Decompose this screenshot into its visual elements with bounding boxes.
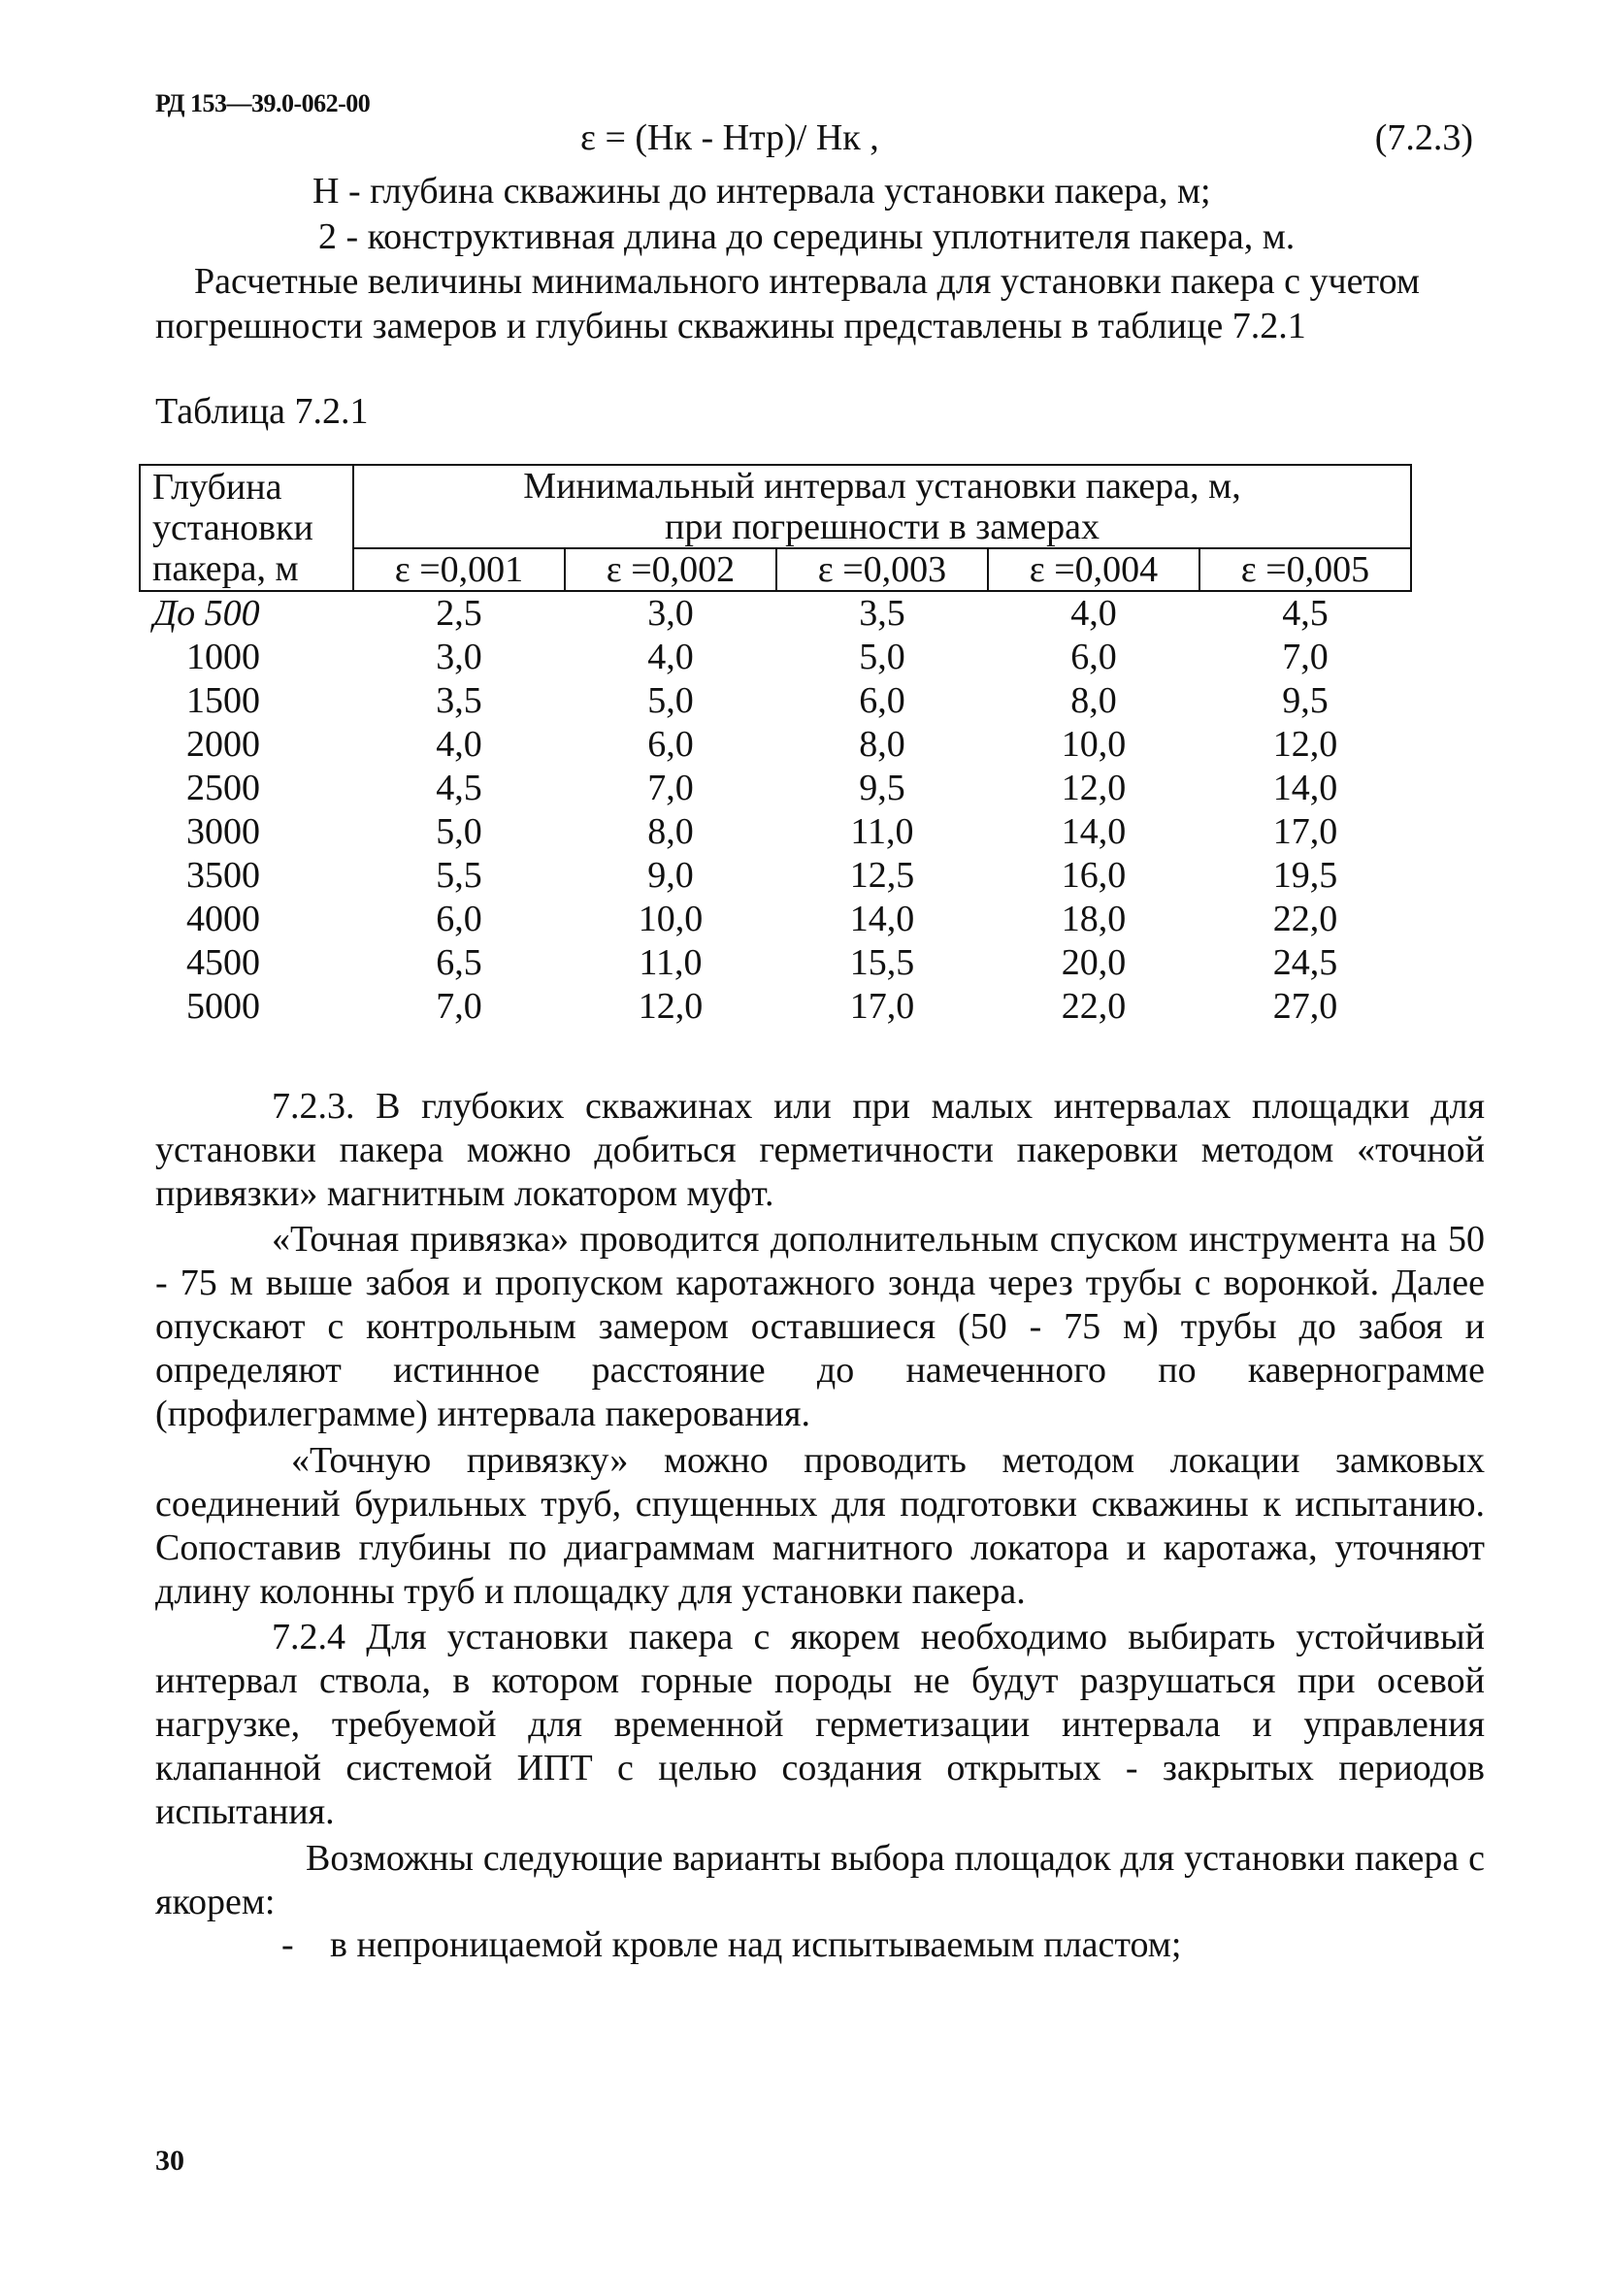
value-cell: 4,0: [436, 724, 482, 765]
eps-header: ε =0,005: [1199, 548, 1411, 591]
value-cell: 20,0: [1061, 942, 1127, 983]
depth-cell: 3000: [186, 811, 260, 852]
value-cell: 6,0: [436, 899, 482, 939]
value-cell: 18,0: [1061, 899, 1127, 939]
bullet-marker: -: [281, 1924, 294, 1965]
value-cell: 15,5: [849, 942, 915, 983]
value-cell: 22,0: [1061, 986, 1127, 1027]
formula: ε = (Hк - Hтр)/ Hк ,: [580, 117, 879, 158]
eps-header: ε =0,003: [776, 548, 988, 591]
document-code: РД 153—39.0-062-00: [155, 89, 371, 117]
value-cell: 2,5: [436, 593, 482, 634]
value-cell: 19,5: [1272, 855, 1338, 896]
intro-line: Расчетные величины минимального интервала для установки пакера с учетом: [194, 261, 1420, 302]
value-cell: 4,0: [647, 637, 694, 677]
eps-header: ε =0,002: [565, 548, 776, 591]
intro-line: погрешности замеров и глубины скважины представлены в таблице 7.2.1: [155, 306, 1306, 346]
value-cell: 14,0: [1272, 768, 1338, 808]
value-cell: 7,0: [1282, 637, 1329, 677]
depth-header-line: установки: [152, 508, 313, 548]
group-header-line: Минимальный интервал установки пакера, м,: [523, 466, 1241, 507]
definition-line: 2 - конструктивная длина до середины уплотнителя пакера, м.: [318, 216, 1296, 257]
value-cell: 3,5: [859, 593, 905, 634]
table-row: [140, 723, 1411, 767]
depth-cell: 1500: [186, 680, 260, 721]
table-row: [140, 941, 1411, 985]
paragraph-exact-binding: «Точная привязка» проводится дополнительным спуском инструмента на 50 - 75 м выше забоя и пропуском каротажного зонда через трубы с воронкой. Далее опускают с контрольным замером оставшиеся (50 - 75 м) трубы до забоя и определяют истинное расстояние до намеченного по кавернограмме (профилеграмме) интервала пакерования.: [155, 1219, 1485, 1434]
depth-cell: 4000: [186, 899, 260, 939]
value-cell: 6,0: [859, 680, 905, 721]
value-cell: 24,5: [1272, 942, 1338, 983]
value-cell: 3,0: [436, 637, 482, 677]
value-cell: 16,0: [1061, 855, 1127, 896]
depth-cell: 2000: [186, 724, 260, 765]
value-cell: 10,0: [1061, 724, 1127, 765]
group-header-line: при погрешности в замерах: [665, 507, 1100, 547]
value-cell: 12,0: [638, 986, 704, 1027]
value-cell: 5,0: [647, 680, 694, 721]
table-row: [140, 985, 1411, 1029]
depth-cell: 2500: [186, 768, 260, 808]
depth-cell: 3500: [186, 855, 260, 896]
value-cell: 12,5: [849, 855, 915, 896]
value-cell: 6,0: [1070, 637, 1117, 677]
value-cell: 11,0: [639, 942, 703, 983]
value-cell: 5,5: [436, 855, 482, 896]
table-row: [140, 767, 1411, 810]
value-cell: 7,0: [647, 768, 694, 808]
table-row: [140, 636, 1411, 679]
value-cell: 5,0: [859, 637, 905, 677]
value-cell: 4,0: [1070, 593, 1117, 634]
value-cell: 4,5: [1282, 593, 1329, 634]
value-cell: 8,0: [859, 724, 905, 765]
value-cell: 12,0: [1272, 724, 1338, 765]
eps-header: ε =0,001: [353, 548, 565, 591]
depth-header-line: пакера, м: [152, 548, 299, 589]
value-cell: 11,0: [850, 811, 914, 852]
paragraph-7-2-4: 7.2.4 Для установки пакера с якорем необходимо выбирать устойчивый интервал ствола, в котором горные породы не будут разрушаться при осевой нагрузке, требуемой для временной герметизации интервала и управления клапанной системой ИПТ с целью создания открытых - закрытых периодов испытания.: [155, 1617, 1485, 1832]
value-cell: 10,0: [638, 899, 704, 939]
depth-header-line: Глубина: [152, 467, 282, 508]
depth-column-header: [140, 465, 353, 591]
depth-cell: 5000: [186, 986, 260, 1027]
bullet-item: [281, 1923, 1181, 1966]
value-cell: 5,0: [436, 811, 482, 852]
formula-number: (7.2.3): [1374, 117, 1473, 158]
table-row: [140, 591, 1411, 636]
value-cell: 22,0: [1272, 899, 1338, 939]
value-cell: 7,0: [436, 986, 482, 1027]
value-cell: 3,5: [436, 680, 482, 721]
value-cell: 8,0: [1070, 680, 1117, 721]
value-cell: 27,0: [1272, 986, 1338, 1027]
value-cell: 4,5: [436, 768, 482, 808]
table-row: [140, 898, 1411, 941]
value-cell: 9,0: [647, 855, 694, 896]
value-cell: 17,0: [1272, 811, 1338, 852]
interval-table: [139, 464, 1412, 1029]
table-row: [140, 679, 1411, 723]
value-cell: 12,0: [1061, 768, 1127, 808]
value-cell: 8,0: [647, 811, 694, 852]
table-row: [140, 854, 1411, 898]
paragraph-7-2-3: 7.2.3. В глубоких скважинах или при малых интервалах площадки для установки пакера можно добиться герметичности пакеровки методом «точной привязки» магнитным локатором муфт.: [155, 1086, 1485, 1214]
value-cell: 9,5: [859, 768, 905, 808]
depth-cell: 1000: [186, 637, 260, 677]
value-cell: 9,5: [1282, 680, 1329, 721]
page-number: 30: [155, 2145, 184, 2177]
eps-header: ε =0,004: [988, 548, 1199, 591]
depth-cell: 4500: [186, 942, 260, 983]
group-header: [353, 465, 1411, 548]
paragraph-joint-location: «Точную привязку» можно проводить методом локации замковых соединений бурильных труб, спущенных для подготовки скважины к испытанию. Сопоставив глубины по диаграммам магнитного локатора и каротажа, уточняют длину колонны труб и площадку для установки пакера.: [155, 1440, 1485, 1612]
value-cell: 14,0: [1061, 811, 1127, 852]
value-cell: 6,5: [436, 942, 482, 983]
table-caption: Таблица 7.2.1: [155, 391, 369, 432]
value-cell: 17,0: [849, 986, 915, 1027]
depth-cell: До 500: [153, 593, 260, 634]
value-cell: 6,0: [647, 724, 694, 765]
definition-line: Н - глубина скважины до интервала установки пакера, м;: [312, 171, 1211, 212]
bullet-text: в непроницаемой кровле над испытываемым пластом;: [330, 1924, 1182, 1965]
value-cell: 14,0: [849, 899, 915, 939]
paragraph-variants: Возможны следующие варианты выбора площадок для установки пакера с якорем:: [155, 1838, 1485, 1922]
value-cell: 3,0: [647, 593, 694, 634]
table-row: [140, 810, 1411, 854]
